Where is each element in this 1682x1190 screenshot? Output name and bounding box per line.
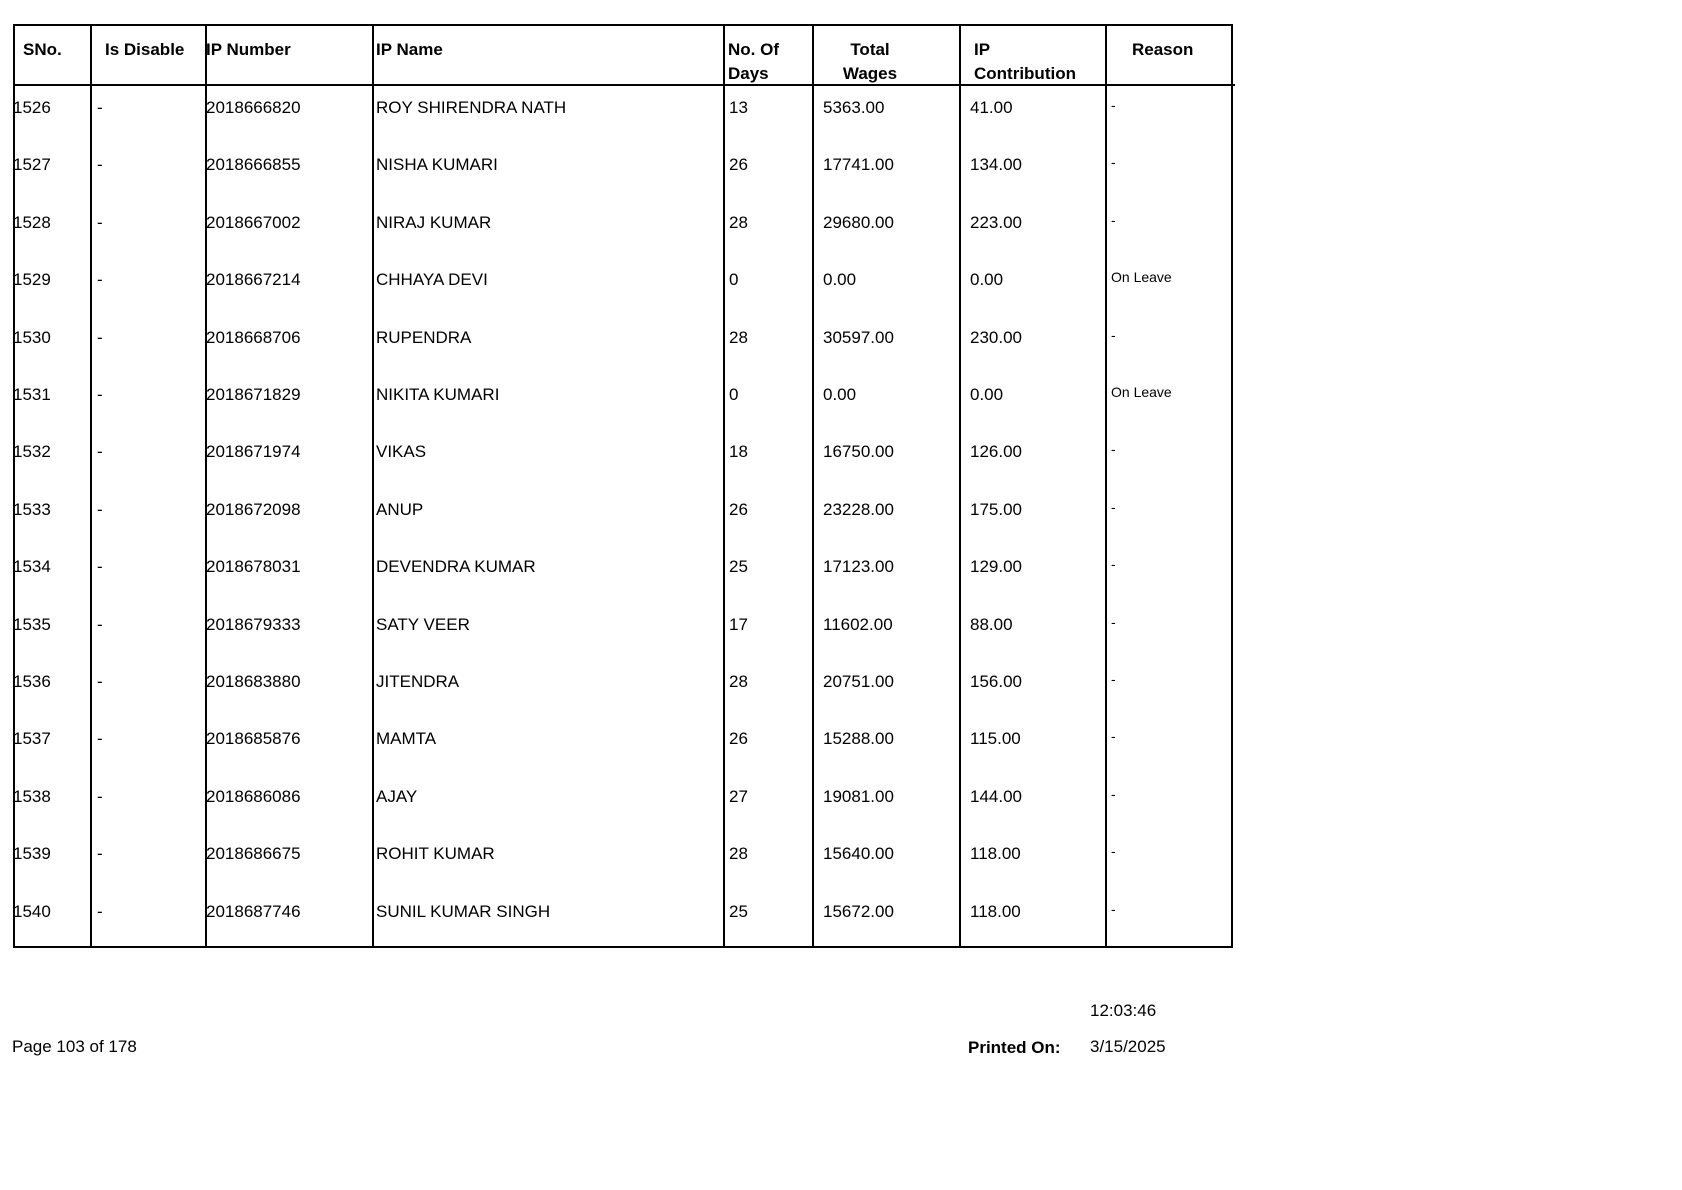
cell-ip-name: SATY VEER <box>376 615 470 634</box>
cell-ip-contribution: 126.00 <box>970 442 1022 461</box>
column-divider <box>372 26 374 946</box>
column-divider <box>90 26 92 946</box>
cell-ip-number: 2018666855 <box>206 155 301 174</box>
header-ip-contribution-line2: Contribution <box>974 64 1076 83</box>
cell-ip-number: 2018686675 <box>206 844 301 863</box>
cell-sno: 1533 <box>13 500 51 519</box>
cell-is-disable: - <box>97 787 103 806</box>
cell-ip-number: 2018683880 <box>206 672 301 691</box>
cell-is-disable: - <box>97 98 103 117</box>
cell-reason: - <box>1111 327 1116 343</box>
cell-ip-number: 2018679333 <box>206 615 301 634</box>
cell-sno: 1528 <box>13 213 51 232</box>
cell-ip-number: 2018685876 <box>206 729 301 748</box>
cell-ip-contribution: 223.00 <box>970 213 1022 232</box>
cell-is-disable: - <box>97 213 103 232</box>
header-ip-contribution <box>974 38 1076 86</box>
cell-ip-number: 2018667002 <box>206 213 301 232</box>
cell-ip-number: 2018667214 <box>206 270 301 289</box>
cell-reason: - <box>1111 671 1116 687</box>
header-no-of-days-line2: Days <box>728 64 769 83</box>
cell-no-of-days: 0 <box>729 385 739 404</box>
cell-sno: 1535 <box>13 615 51 634</box>
cell-ip-name: ROHIT KUMAR <box>376 844 495 863</box>
cell-reason: - <box>1111 212 1116 228</box>
cell-total-wages: 15640.00 <box>823 844 894 863</box>
cell-ip-number: 2018666820 <box>206 98 301 117</box>
cell-ip-name: ROY SHIRENDRA NATH <box>376 98 567 117</box>
cell-ip-contribution: 129.00 <box>970 557 1022 576</box>
cell-ip-number: 2018668706 <box>206 328 301 347</box>
cell-no-of-days: 28 <box>729 213 748 232</box>
cell-reason: - <box>1111 97 1116 113</box>
header-sno: SNo. <box>23 40 62 59</box>
cell-ip-name: ANUP <box>376 500 424 519</box>
cell-ip-name: CHHAYA DEVI <box>376 270 488 289</box>
cell-sno: 1539 <box>13 844 51 863</box>
cell-is-disable: - <box>97 500 103 519</box>
cell-sno: 1527 <box>13 155 51 174</box>
cell-reason: - <box>1111 499 1116 515</box>
cell-no-of-days: 25 <box>729 902 748 921</box>
cell-ip-name: NIKITA KUMARI <box>376 385 500 404</box>
cell-ip-contribution: 175.00 <box>970 500 1022 519</box>
header-is-disable: Is Disable <box>105 40 185 59</box>
cell-no-of-days: 26 <box>729 155 748 174</box>
cell-total-wages: 0.00 <box>823 270 857 289</box>
cell-ip-number: 2018686086 <box>206 787 301 806</box>
cell-total-wages: 19081.00 <box>823 787 894 806</box>
cell-sno: 1538 <box>13 787 51 806</box>
cell-no-of-days: 25 <box>729 557 748 576</box>
contribution-table <box>13 24 1233 948</box>
header-ip-number: IP Number <box>206 40 291 59</box>
cell-total-wages: 17123.00 <box>823 557 894 576</box>
cell-is-disable: - <box>97 672 103 691</box>
header-no-of-days <box>728 38 779 86</box>
cell-ip-contribution: 156.00 <box>970 672 1022 691</box>
header-total-wages-line2: Wages <box>842 64 898 83</box>
column-divider <box>812 26 814 946</box>
cell-reason: On Leave <box>1111 269 1172 285</box>
cell-sno: 1536 <box>13 672 51 691</box>
cell-is-disable: - <box>97 385 103 404</box>
cell-ip-number: 2018671829 <box>206 385 301 404</box>
cell-total-wages: 16750.00 <box>823 442 894 461</box>
cell-no-of-days: 27 <box>729 787 748 806</box>
cell-ip-contribution: 118.00 <box>970 902 1021 921</box>
cell-reason: - <box>1111 786 1116 802</box>
cell-ip-name: SUNIL KUMAR SINGH <box>376 902 551 921</box>
cell-reason: On Leave <box>1111 384 1172 400</box>
cell-ip-contribution: 115.00 <box>970 729 1021 748</box>
cell-total-wages: 11602.00 <box>823 615 893 634</box>
printed-date: 3/15/2025 <box>1090 1037 1166 1056</box>
cell-total-wages: 17741.00 <box>823 155 894 174</box>
cell-is-disable: - <box>97 729 103 748</box>
cell-is-disable: - <box>97 844 103 863</box>
header-total-wages <box>812 38 928 86</box>
cell-sno: 1532 <box>13 442 51 461</box>
cell-total-wages: 0.00 <box>823 385 857 404</box>
cell-no-of-days: 26 <box>729 500 748 519</box>
cell-ip-contribution: 134.00 <box>970 155 1022 174</box>
cell-ip-contribution: 144.00 <box>970 787 1022 806</box>
header-ip-name: IP Name <box>376 40 443 59</box>
cell-ip-contribution: 41.00 <box>970 98 1013 117</box>
cell-sno: 1529 <box>13 270 51 289</box>
header-reason: Reason <box>1132 40 1194 59</box>
cell-reason: - <box>1111 728 1116 744</box>
cell-total-wages: 20751.00 <box>823 672 894 691</box>
cell-ip-number: 2018687746 <box>206 902 301 921</box>
cell-ip-contribution: 0.00 <box>970 385 1004 404</box>
cell-no-of-days: 0 <box>729 270 739 289</box>
cell-reason: - <box>1111 556 1116 572</box>
cell-no-of-days: 28 <box>729 672 748 691</box>
cell-sno: 1531 <box>13 385 51 404</box>
column-divider <box>959 26 961 946</box>
cell-ip-name: DEVENDRA KUMAR <box>376 557 536 576</box>
cell-sno: 1540 <box>13 902 51 921</box>
header-no-of-days-line1: No. Of <box>728 40 779 59</box>
cell-ip-name: VIKAS <box>376 442 427 461</box>
cell-is-disable: - <box>97 442 103 461</box>
cell-total-wages: 5363.00 <box>823 98 885 117</box>
cell-no-of-days: 18 <box>729 442 748 461</box>
cell-ip-contribution: 88.00 <box>970 615 1013 634</box>
cell-reason: - <box>1111 441 1116 457</box>
cell-ip-name: MAMTA <box>376 729 437 748</box>
column-divider <box>1105 26 1107 946</box>
page-number: Page 103 of 178 <box>12 1037 137 1056</box>
printed-time: 12:03:46 <box>1090 1001 1157 1020</box>
cell-ip-contribution: 0.00 <box>970 270 1004 289</box>
cell-ip-contribution: 118.00 <box>970 844 1021 863</box>
cell-ip-number: 2018678031 <box>206 557 301 576</box>
cell-no-of-days: 13 <box>729 98 748 117</box>
cell-is-disable: - <box>97 328 103 347</box>
cell-ip-name: RUPENDRA <box>376 328 472 347</box>
cell-sno: 1534 <box>13 557 51 576</box>
cell-ip-contribution: 230.00 <box>970 328 1022 347</box>
cell-sno: 1537 <box>13 729 51 748</box>
cell-ip-number: 2018671974 <box>206 442 301 461</box>
cell-ip-name: NISHA KUMARI <box>376 155 498 174</box>
cell-ip-name: AJAY <box>376 787 418 806</box>
cell-total-wages: 15672.00 <box>823 902 894 921</box>
cell-no-of-days: 28 <box>729 844 748 863</box>
cell-ip-name: NIRAJ KUMAR <box>376 213 492 232</box>
cell-reason: - <box>1111 154 1116 170</box>
cell-no-of-days: 17 <box>729 615 748 634</box>
cell-is-disable: - <box>97 270 103 289</box>
cell-is-disable: - <box>97 155 103 174</box>
cell-ip-name: JITENDRA <box>376 672 460 691</box>
column-divider <box>723 26 725 946</box>
cell-no-of-days: 28 <box>729 328 748 347</box>
cell-is-disable: - <box>97 615 103 634</box>
cell-reason: - <box>1111 901 1116 917</box>
printed-on-label: Printed On: <box>968 1038 1061 1057</box>
header-ip-contribution-line1: IP <box>974 40 991 59</box>
cell-sno: 1526 <box>13 98 51 117</box>
cell-ip-number: 2018672098 <box>206 500 301 519</box>
cell-total-wages: 29680.00 <box>823 213 894 232</box>
cell-total-wages: 15288.00 <box>823 729 894 748</box>
cell-is-disable: - <box>97 902 103 921</box>
cell-no-of-days: 26 <box>729 729 748 748</box>
header-total-wages-line1: Total <box>850 40 890 59</box>
cell-sno: 1530 <box>13 328 51 347</box>
cell-reason: - <box>1111 843 1116 859</box>
cell-total-wages: 23228.00 <box>823 500 894 519</box>
cell-reason: - <box>1111 614 1116 630</box>
cell-total-wages: 30597.00 <box>823 328 894 347</box>
cell-is-disable: - <box>97 557 103 576</box>
